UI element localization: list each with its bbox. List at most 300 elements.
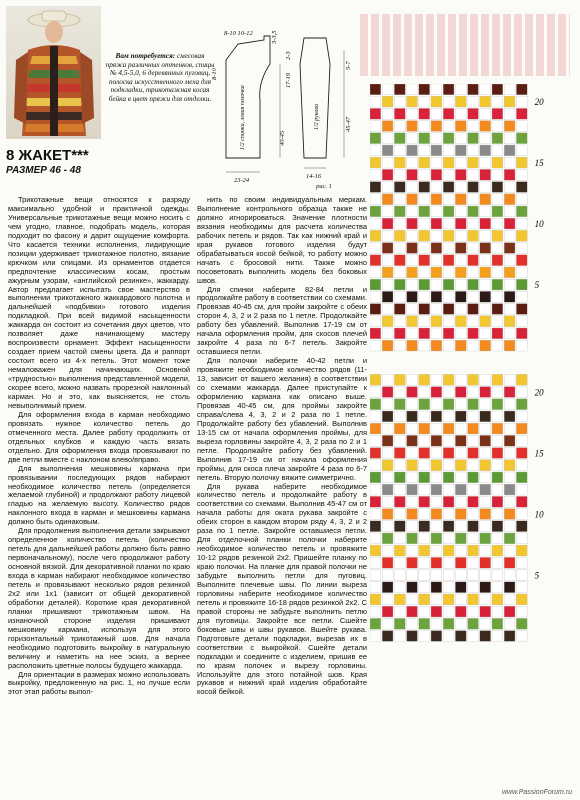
chart-cell: [480, 594, 491, 605]
chart-cell: [382, 230, 393, 241]
chart-cell: [504, 145, 515, 156]
chart-cell: [382, 582, 393, 593]
chart-cell: [468, 387, 479, 398]
chart-cell: [370, 194, 381, 205]
chart-cell: [516, 631, 527, 642]
chart-cell: [431, 279, 442, 290]
chart-cell: [492, 108, 503, 119]
chart-cell: [419, 340, 430, 351]
chart-cell: [382, 533, 393, 544]
chart-cell: [419, 606, 430, 617]
chart-cell: [480, 291, 491, 302]
chart-cell: [468, 96, 479, 107]
chart-cell: [370, 243, 381, 254]
chart-cell: [382, 423, 393, 434]
chart-cell: [455, 399, 466, 410]
chart-cell: [394, 218, 405, 229]
chart-cell: [394, 557, 405, 568]
chart-cell: [443, 387, 454, 398]
chart-cell: [443, 145, 454, 156]
chart-cell: [468, 157, 479, 168]
model-photo: [6, 6, 101, 139]
chart-cell: [431, 472, 442, 483]
materials-heading: Вам потребуется:: [115, 52, 176, 60]
chart-cell: [492, 521, 503, 532]
chart-cell: [407, 108, 418, 119]
chart-cell: [407, 340, 418, 351]
chart-cell: [443, 279, 454, 290]
chart-cell: [407, 521, 418, 532]
chart-cell: [455, 594, 466, 605]
chart-cell: [382, 279, 393, 290]
chart-cell: [468, 279, 479, 290]
chart-cell: [394, 582, 405, 593]
chart-cell: [455, 145, 466, 156]
paragraph: нить по своим индивидуальным меркам. Выполнение контрольного образца также не должно игнорироваться. Значение плотности вязания необходимы для расчета количества рабочих петель и рядов. Так как нижний край и края рукавов готового изделия будут обрабатываться косой бейкой, то работу можно начать с бросовой нити. Также можно посоветовать выполнить модель без боковых швов.: [197, 195, 367, 285]
chart-cell: [370, 206, 381, 217]
chart-cell: [370, 435, 381, 446]
chart-cell: [394, 230, 405, 241]
chart-cell: [468, 411, 479, 422]
chart-cell: [394, 570, 405, 581]
chart-cell: [431, 570, 442, 581]
chart-cell: [516, 291, 527, 302]
chart-cell: [431, 182, 442, 193]
chart-cell: [382, 460, 393, 471]
chart-cell: [516, 145, 527, 156]
chart-cell: [516, 157, 527, 168]
chart-cell: [468, 304, 479, 315]
chart-cell: [455, 279, 466, 290]
chart-cell: [407, 133, 418, 144]
chart-cell: [480, 304, 491, 315]
chart-cell: [480, 618, 491, 629]
chart-cell: [455, 570, 466, 581]
chart-cell: [382, 218, 393, 229]
chart-cell: [394, 194, 405, 205]
chart-cell: [407, 472, 418, 483]
chart-cell: [370, 84, 381, 95]
chart-cell: [407, 145, 418, 156]
chart-cell: [407, 387, 418, 398]
chart-cell: [504, 279, 515, 290]
chart-cell: [419, 243, 430, 254]
chart-cell: [394, 145, 405, 156]
chart-cell: [504, 435, 515, 446]
chart-row-label: 15: [534, 448, 544, 459]
chart-cell: [431, 460, 442, 471]
chart-cell: [455, 460, 466, 471]
chart-cell: [468, 594, 479, 605]
chart-cell: [394, 387, 405, 398]
chart-row-label: 10: [534, 219, 544, 230]
chart-cell: [382, 304, 393, 315]
chart-cell: [516, 472, 527, 483]
chart-cell: [431, 218, 442, 229]
chart-cell: [443, 133, 454, 144]
chart-cell: [492, 316, 503, 327]
chart-cell: [492, 460, 503, 471]
chart-cell: [468, 328, 479, 339]
chart-cell: [443, 460, 454, 471]
chart-cell: [370, 460, 381, 471]
chart-cell: [455, 121, 466, 132]
chart-cell: [382, 108, 393, 119]
chart-cell: [431, 374, 442, 385]
chart-cell: [492, 243, 503, 254]
back-outline: [226, 36, 270, 158]
chart-cell: [455, 84, 466, 95]
chart-cell: [394, 374, 405, 385]
chart-cell: [431, 230, 442, 241]
chart-cell: [516, 96, 527, 107]
chart-cell: [370, 96, 381, 107]
chart-cell: [492, 411, 503, 422]
chart-cell: [370, 387, 381, 398]
dim-length: 40-45: [279, 130, 286, 146]
chart-cell: [419, 230, 430, 241]
chart-cell: [382, 545, 393, 556]
chart-cell: [504, 328, 515, 339]
chart-cell: [480, 169, 491, 180]
chart-cell: [492, 533, 503, 544]
chart-cell: [394, 84, 405, 95]
chart-cell: [407, 484, 418, 495]
chart-cell: [504, 291, 515, 302]
chart-cell: [516, 570, 527, 581]
paragraph: Для выполнения мешковины кармана при провязывании последующих рядов набирают необходимое количество петель (определяется желаемой глубиной) и продолжают работу лицевой гладью на желаемую высоту. Количество рядов наклонного входа в карман и мешковины кармана должно быть одинаковым.: [8, 463, 190, 527]
chart-cell: [480, 387, 491, 398]
chart-cell: [468, 230, 479, 241]
materials-note: [105, 52, 215, 104]
text-column-1: [8, 196, 190, 697]
chart-cell: [468, 84, 479, 95]
chart-cell: [394, 472, 405, 483]
chart-cell: [455, 108, 466, 119]
chart-cell: [468, 218, 479, 229]
chart-cell: [468, 533, 479, 544]
chart-cell: [492, 145, 503, 156]
chart-cell: [443, 316, 454, 327]
chart-cell: [419, 411, 430, 422]
chart-cell: [504, 631, 515, 642]
chart-cell: [431, 594, 442, 605]
chart-cell: [394, 423, 405, 434]
chart-cell: [443, 582, 454, 593]
chart-cell: [480, 182, 491, 193]
chart-cell: [419, 194, 430, 205]
chart-cell: [516, 545, 527, 556]
chart-cell: [455, 545, 466, 556]
chart-cell: [370, 533, 381, 544]
chart-cell: [443, 435, 454, 446]
chart-cell: [443, 157, 454, 168]
chart-cell: [480, 328, 491, 339]
chart-cell: [468, 570, 479, 581]
chart-cell: [468, 448, 479, 459]
chart-cell: [504, 304, 515, 315]
chart-cell: [370, 484, 381, 495]
chart-cell: [431, 267, 442, 278]
dim-sleeve-bottom: 14-16: [306, 173, 322, 180]
chart-cell: [431, 509, 442, 520]
chart-cell: [431, 340, 442, 351]
chart-cell: [480, 243, 491, 254]
chart-cell: [492, 279, 503, 290]
chart-cell: [419, 279, 430, 290]
chart-cell: [407, 121, 418, 132]
chart-cell: [504, 618, 515, 629]
chart-cell: [407, 182, 418, 193]
chart-cell: [407, 460, 418, 471]
chart-cell: [431, 411, 442, 422]
chart-cell: [407, 557, 418, 568]
chart-cell: [419, 533, 430, 544]
chart-cell: [516, 618, 527, 629]
chart-cell: [504, 496, 515, 507]
chart-cell: [492, 267, 503, 278]
chart-cell: [516, 230, 527, 241]
site-watermark: www.PassionForum.ru: [501, 789, 572, 796]
chart-cell: [382, 557, 393, 568]
chart-cell: [394, 304, 405, 315]
chart-cell: [431, 169, 442, 180]
chart-cell: [370, 472, 381, 483]
chart-cell: [504, 448, 515, 459]
chart-cell: [407, 631, 418, 642]
chart-cell: [480, 448, 491, 459]
chart-row-label: 10: [534, 509, 544, 520]
chart-cell: [407, 157, 418, 168]
chart-cell: [480, 255, 491, 266]
chart-cell: [516, 496, 527, 507]
chart-cell: [455, 316, 466, 327]
chart-cell: [382, 267, 393, 278]
paragraph: Для продолжения выполнения детали закрывают определенное количество петель (количество петель для дальнейшей работы должно быть равно первоначальному), после чего продолжают работу основной вязкой. Для декоративной планки по краю входа в карман набирают необходимое количество петель и провязывают несколько рядов резинкой 2х2 или 1х1 (зависит от общей декоративной обработки деталей). Короткие края декоративной планки пришивают трикотажным швом. На изнаночной стороне изделия пришивают мешковину кармана, используя для этого горизонтальный трикотажный шов. Для начала необходимо подготовить выкройку в натуральную величину и наметить на нее эскиз, а вернее расположить цветные полосы будущего жаккарда.: [8, 526, 190, 670]
chart-cell: [516, 582, 527, 593]
chart-cell: [455, 423, 466, 434]
chart-cell: [443, 570, 454, 581]
chart-cell: [419, 460, 430, 471]
chart-cell: [370, 279, 381, 290]
chart-cell: [480, 435, 491, 446]
model-illustration: [6, 6, 101, 139]
chart-cell: [407, 84, 418, 95]
chart-cell: [468, 435, 479, 446]
sleeve-label: 1/2 рукава: [314, 104, 320, 130]
chart-cell: [407, 267, 418, 278]
chart-cell: [443, 340, 454, 351]
chart-cell: [516, 255, 527, 266]
chart-cell: [480, 460, 491, 471]
chart-cell: [443, 496, 454, 507]
chart-cell: [480, 133, 491, 144]
chart-cell: [468, 243, 479, 254]
chart-cell: [407, 96, 418, 107]
chart-cell: [504, 557, 515, 568]
chart-cell: [370, 218, 381, 229]
chart-cell: [431, 533, 442, 544]
chart-cell: [455, 387, 466, 398]
chart-cell: [455, 291, 466, 302]
chart-cell: [407, 448, 418, 459]
chart-cell: [504, 606, 515, 617]
chart-cell: [407, 316, 418, 327]
chart-cell: [431, 631, 442, 642]
chart-cell: [419, 557, 430, 568]
chart-cell: [455, 618, 466, 629]
dim-sleeve-top: 5-7: [345, 61, 352, 70]
chart-cell: [516, 182, 527, 193]
chart-cell: [455, 328, 466, 339]
page-title: 8 ЖАКЕТ***: [6, 147, 89, 164]
chart-cell: [431, 291, 442, 302]
chart-cell: [443, 618, 454, 629]
pattern-diagram: [208, 30, 358, 190]
chart-cell: [516, 279, 527, 290]
chart-cell: [492, 374, 503, 385]
chart-cell: [480, 582, 491, 593]
chart-cell: [455, 230, 466, 241]
chart-cell: [516, 316, 527, 327]
chart-cell: [370, 582, 381, 593]
chart-cell: [407, 423, 418, 434]
chart-cell: [516, 521, 527, 532]
chart-cell: [480, 157, 491, 168]
chart-cell: [370, 631, 381, 642]
chart-cell: [443, 84, 454, 95]
chart-cell: [480, 423, 491, 434]
fig-caption: рис. 1: [316, 183, 332, 190]
chart-cell: [516, 121, 527, 132]
chart-cell: [516, 399, 527, 410]
chart-cell: [394, 484, 405, 495]
chart-cell: [382, 374, 393, 385]
chart-cell: [394, 133, 405, 144]
chart-cell: [516, 484, 527, 495]
chart-cell: [504, 206, 515, 217]
chart-cell: [480, 194, 491, 205]
dim-neck: 3-3,5: [271, 30, 278, 44]
dim-side: 2-3: [285, 51, 292, 60]
chart-cell: [516, 267, 527, 278]
chart-cell: [492, 545, 503, 556]
chart-cell: [382, 145, 393, 156]
chart-cell: [468, 399, 479, 410]
chart-cell: [443, 533, 454, 544]
chart-cell: [407, 496, 418, 507]
chart-cell: [480, 267, 491, 278]
chart-cell: [492, 340, 503, 351]
chart-cell: [407, 570, 418, 581]
chart-cell: [455, 533, 466, 544]
chart-row-label: 20: [534, 387, 544, 398]
chart-cell: [443, 399, 454, 410]
chart-cell: [480, 84, 491, 95]
chart-cell: [419, 328, 430, 339]
chart-cell: [419, 496, 430, 507]
chart-cell: [382, 206, 393, 217]
chart-cell: [468, 316, 479, 327]
chart-cell: [431, 557, 442, 568]
chart-cell: [492, 472, 503, 483]
size-label: РАЗМЕР 46 - 48: [6, 165, 81, 176]
chart-cell: [407, 243, 418, 254]
chart-cell: [455, 435, 466, 446]
chart-cell: [455, 484, 466, 495]
chart-cell: [419, 387, 430, 398]
chart-cell: [480, 533, 491, 544]
chart-cell: [504, 267, 515, 278]
chart-cell: [394, 182, 405, 193]
chart-cell: [516, 108, 527, 119]
chart-cell: [431, 304, 442, 315]
chart-cell: [455, 206, 466, 217]
chart-cell: [394, 108, 405, 119]
chart-cell: [480, 496, 491, 507]
chart-cell: [382, 496, 393, 507]
chart-cell: [370, 618, 381, 629]
chart-cell: [407, 606, 418, 617]
chart-cell: [382, 606, 393, 617]
chart-cell: [419, 631, 430, 642]
chart-cell: [443, 206, 454, 217]
chart-cell: [504, 509, 515, 520]
chart-cell: [504, 316, 515, 327]
chart-cell: [394, 509, 405, 520]
chart-cell: [480, 606, 491, 617]
chart-cell: [504, 521, 515, 532]
chart-cell: [443, 121, 454, 132]
chart-cell: [370, 521, 381, 532]
chart-cell: [468, 618, 479, 629]
chart-cell: [516, 533, 527, 544]
chart-cell: [480, 374, 491, 385]
chart-cell: [394, 96, 405, 107]
chart-cell: [419, 509, 430, 520]
chart-cell: [431, 521, 442, 532]
chart-cell: [382, 182, 393, 193]
chart-cell: [407, 435, 418, 446]
chart-cell: [382, 157, 393, 168]
chart-cell: [419, 157, 430, 168]
chart-cell: [382, 84, 393, 95]
chart-cell: [370, 121, 381, 132]
chart-cell: [443, 374, 454, 385]
chart-cell: [431, 243, 442, 254]
chart-cell: [504, 182, 515, 193]
chart-cell: [382, 448, 393, 459]
chart-cell: [431, 194, 442, 205]
chart-cell: [419, 267, 430, 278]
chart-cell: [492, 169, 503, 180]
chart-cell: [370, 169, 381, 180]
chart-cell: [382, 291, 393, 302]
chart-cell: [443, 521, 454, 532]
chart-cell: [431, 108, 442, 119]
chart-cell: [370, 133, 381, 144]
chart-cell: [407, 399, 418, 410]
chart-cell: [407, 230, 418, 241]
chart-cell: [468, 182, 479, 193]
chart-cell: [407, 194, 418, 205]
chart-cell: [419, 521, 430, 532]
chart-cell: [370, 145, 381, 156]
chart-cell: [419, 169, 430, 180]
chart-cell: [382, 316, 393, 327]
chart-cell: [516, 328, 527, 339]
chart-cell: [382, 387, 393, 398]
